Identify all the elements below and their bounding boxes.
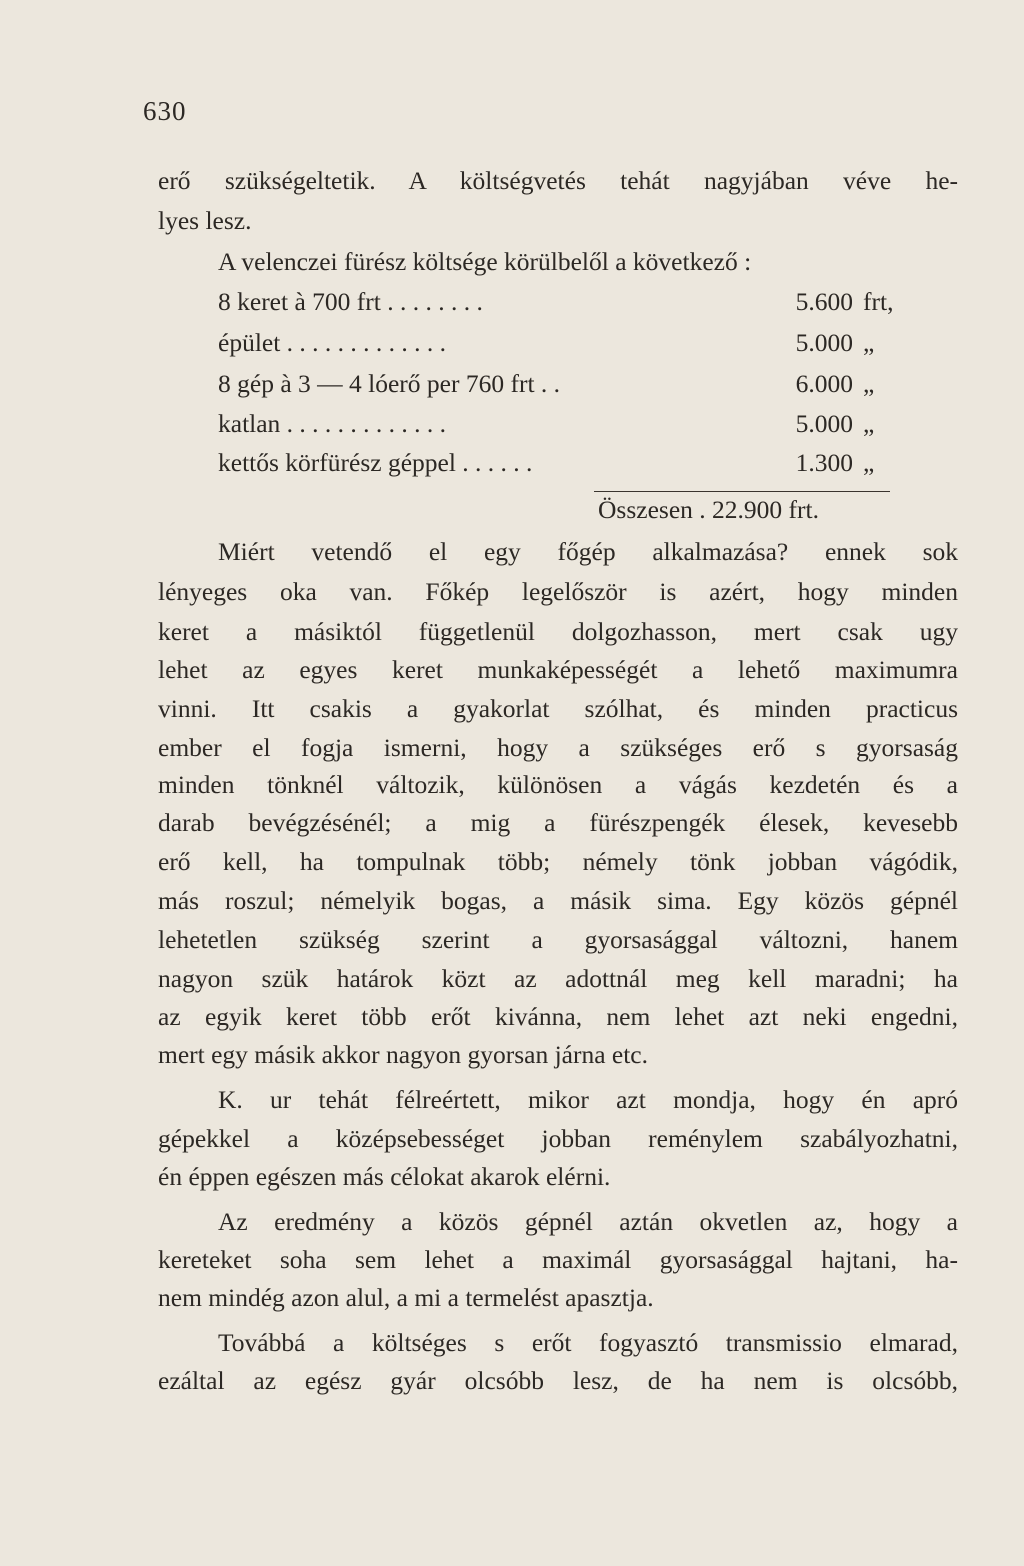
page-number: 630 bbox=[143, 96, 187, 126]
text-line: darab bevégzésénél; a mig a fürészpengék élesek, kevesebb bbox=[158, 808, 958, 837]
text-line: keret a másiktól függetlenül dolgozhasson, mert csak ugy bbox=[158, 617, 958, 646]
text-line: erő szükségeltetik. A költségvetés tehát nagyjában véve he- bbox=[158, 166, 958, 195]
text-line: én éppen egészen más célokat akarok elérni. bbox=[158, 1162, 611, 1191]
text-line: ember el fogja ismerni, hogy a szükséges erő s gyorsaság bbox=[158, 733, 958, 762]
text-line: Továbbá a költséges s erőt fogyasztó transmissio elmarad, bbox=[218, 1328, 958, 1357]
cost-item-amount: 1.300 bbox=[795, 448, 853, 477]
text-line: erő kell, ha tompulnak több; némely tönk jobban vágódik, bbox=[158, 847, 958, 876]
text-line: mert egy másik akkor nagyon gyorsan járna etc. bbox=[158, 1040, 649, 1069]
text-line: az egyik keret több erőt kivánna, nem lehet azt neki engedni, bbox=[158, 1002, 958, 1031]
text-line: vinni. Itt csakis a gyakorlat szólhat, és minden practicus bbox=[158, 694, 958, 723]
text-line: lehet az egyes keret munkaképességét a lehető maximumra bbox=[158, 655, 958, 684]
text-line: lényeges oka van. Főkép legelőször is azért, hogy minden bbox=[158, 577, 958, 606]
text-line: kereteket soha sem lehet a maximál gyorsasággal hajtani, ha- bbox=[158, 1245, 958, 1274]
cost-item-amount: 5.000 bbox=[795, 328, 853, 357]
cost-item-row bbox=[218, 324, 898, 362]
text-line: K. ur tehát félreértett, mikor azt mondja, hogy én apró bbox=[218, 1085, 958, 1114]
cost-item-label: 8 gép à 3 — 4 lóerő per 760 frt . . bbox=[218, 369, 561, 398]
text-line: nagyon szük határok közt az adottnál meg kell maradni; ha bbox=[158, 964, 958, 993]
cost-item-row bbox=[218, 444, 898, 482]
cost-item-label: katlan . . . . . . . . . . . . . bbox=[218, 409, 447, 438]
cost-intro: A velenczei fürész költsége körülbelől a következő : bbox=[218, 247, 752, 276]
text-line: gépekkel a középsebességet jobban reménylem szabályozhatni, bbox=[158, 1124, 958, 1153]
cost-item-label: kettős körfürész géppel . . . . . . bbox=[218, 448, 533, 477]
text-line: Az eredmény a közös gépnél aztán okvetlen az, hogy a bbox=[218, 1207, 958, 1236]
text-line: ezáltal az egész gyár olcsóbb lesz, de ha nem is olcsóbb, bbox=[158, 1366, 958, 1395]
cost-item-label: 8 keret à 700 frt . . . . . . . . bbox=[218, 287, 483, 316]
text-line: nem mindég azon alul, a mi a termelést apasztja. bbox=[158, 1283, 654, 1312]
cost-item-row bbox=[218, 365, 898, 403]
cost-total: Összesen . 22.900 frt. bbox=[598, 495, 819, 524]
cost-item-unit: „ bbox=[863, 328, 875, 357]
cost-item-row bbox=[218, 283, 898, 321]
cost-item-amount: 6.000 bbox=[795, 369, 853, 398]
text-line: Miért vetendő el egy főgép alkalmazása? ennek sok bbox=[218, 537, 958, 566]
cost-item-amount: 5.600 bbox=[795, 287, 853, 316]
cost-item-unit: frt, bbox=[863, 287, 894, 316]
text-line: lyes lesz. bbox=[158, 206, 252, 235]
text-line: lehetetlen szükség szerint a gyorsasággal változni, hanem bbox=[158, 925, 958, 954]
cost-item-unit: „ bbox=[863, 409, 875, 438]
cost-item-unit: „ bbox=[863, 448, 875, 477]
cost-item-label: épület . . . . . . . . . . . . . bbox=[218, 328, 447, 357]
cost-item-row bbox=[218, 405, 898, 443]
text-line: minden tönknél változik, különösen a vágás kezdetén és a bbox=[158, 770, 958, 799]
text-line: más roszul; némelyik bogas, a másik sima. Egy közös gépnél bbox=[158, 886, 958, 915]
cost-item-amount: 5.000 bbox=[795, 409, 853, 438]
cost-item-unit: „ bbox=[863, 369, 875, 398]
